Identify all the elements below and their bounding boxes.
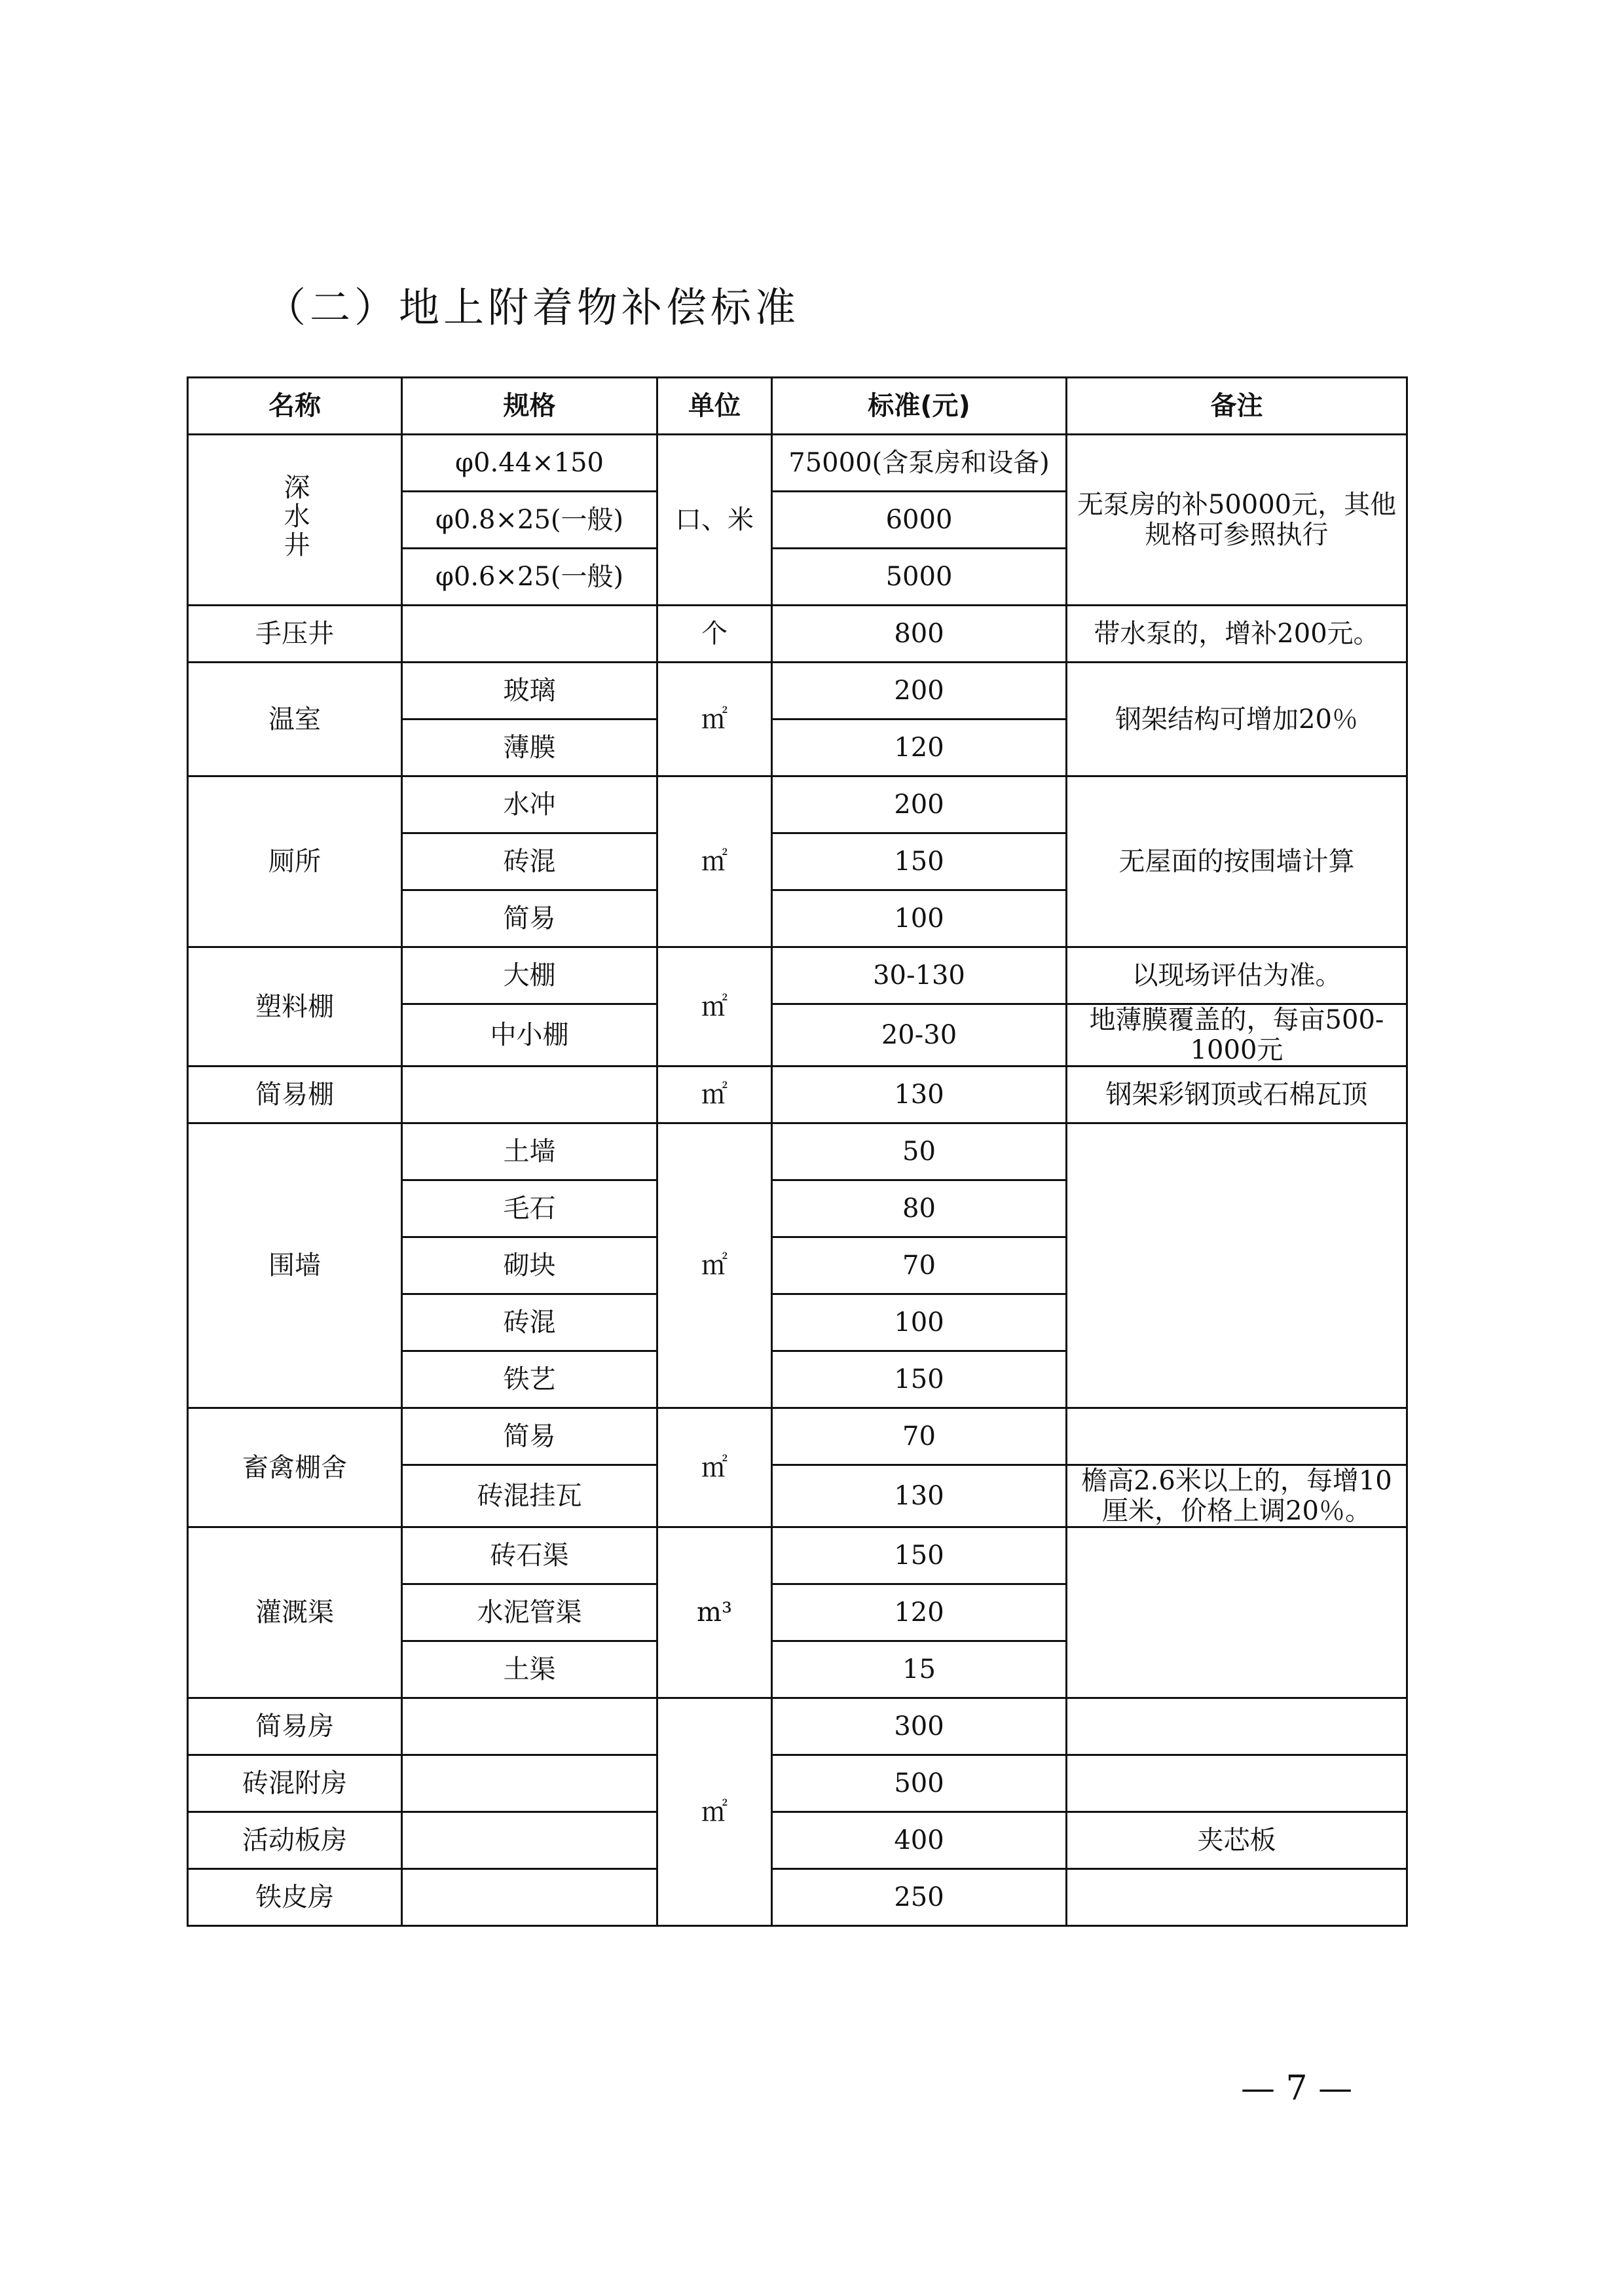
- cell-remark: [1067, 1755, 1407, 1812]
- cell-standard: 75000(含泵房和设备): [772, 435, 1067, 492]
- cell-standard: 6000: [772, 492, 1067, 549]
- cell-standard: 150: [772, 833, 1067, 890]
- table-row: [188, 1527, 1407, 1584]
- cell-spec: [402, 1698, 657, 1755]
- header-spec: 规格: [402, 378, 657, 435]
- cell-spec: 砖混: [402, 833, 657, 890]
- cell-remark: 以现场评估为准。: [1067, 947, 1407, 1004]
- row-name-simple-shed: 简易棚: [188, 1066, 402, 1123]
- header-standard: 标准(元): [772, 378, 1067, 435]
- cell-remark: [1067, 1527, 1407, 1698]
- cell-unit: ㎡: [657, 947, 772, 1066]
- table-row: [188, 1698, 1407, 1755]
- table-row: [188, 606, 1407, 663]
- cell-standard: 120: [772, 1584, 1067, 1641]
- row-name-house: 铁皮房: [188, 1869, 402, 1926]
- cell-spec: 铁艺: [402, 1351, 657, 1408]
- page-number: — 7 —: [1241, 2069, 1353, 2108]
- cell-spec: φ0.44×150: [402, 435, 657, 492]
- cell-standard: 250: [772, 1869, 1067, 1926]
- cell-spec: [402, 1812, 657, 1869]
- cell-remark: [1067, 1869, 1407, 1926]
- cell-spec: 简易: [402, 1408, 657, 1465]
- cell-remark: [1067, 1698, 1407, 1755]
- cell-remark: 钢架彩钢顶或石棉瓦顶: [1067, 1066, 1407, 1123]
- cell-spec: 砖石渠: [402, 1527, 657, 1584]
- cell-standard: 70: [772, 1408, 1067, 1465]
- cell-remark: 地薄膜覆盖的，每亩500-1000元: [1067, 1004, 1407, 1066]
- cell-standard: 130: [772, 1465, 1067, 1527]
- cell-standard: 800: [772, 606, 1067, 663]
- table-row: [188, 663, 1407, 720]
- cell-standard: 80: [772, 1180, 1067, 1237]
- row-name-house: 简易房: [188, 1698, 402, 1755]
- cell-unit: ㎡: [657, 1698, 772, 1926]
- cell-standard: 150: [772, 1527, 1067, 1584]
- row-name-house: 活动板房: [188, 1812, 402, 1869]
- cell-spec: φ0.6×25(一般): [402, 549, 657, 606]
- header-remark: 备注: [1067, 378, 1407, 435]
- row-name-toilet: 厕所: [188, 776, 402, 947]
- row-name-hand-pump: 手压井: [188, 606, 402, 663]
- cell-standard: 300: [772, 1698, 1067, 1755]
- cell-spec: 砖混: [402, 1294, 657, 1351]
- cell-standard: 5000: [772, 549, 1067, 606]
- cell-remark: 无屋面的按围墙计算: [1067, 776, 1407, 947]
- cell-unit: 个: [657, 606, 772, 663]
- header-name: 名称: [188, 378, 402, 435]
- table-row: [188, 1869, 1407, 1926]
- cell-spec: [402, 1755, 657, 1812]
- cell-unit: 口、米: [657, 435, 772, 606]
- cell-spec: 简易: [402, 890, 657, 947]
- cell-standard: 130: [772, 1066, 1067, 1123]
- row-name-deep-well: 深水井: [188, 435, 402, 606]
- table-row: [188, 1123, 1407, 1180]
- cell-remark: 无泵房的补50000元，其他规格可参照执行: [1067, 435, 1407, 606]
- row-name-wall: 围墙: [188, 1123, 402, 1408]
- cell-standard: 100: [772, 890, 1067, 947]
- cell-spec: [402, 1869, 657, 1926]
- cell-spec: 玻璃: [402, 663, 657, 720]
- cell-standard: 400: [772, 1812, 1067, 1869]
- header-unit: 单位: [657, 378, 772, 435]
- cell-spec: 水冲: [402, 776, 657, 833]
- cell-standard: 70: [772, 1237, 1067, 1294]
- table-header-row: [188, 378, 1407, 435]
- cell-spec: [402, 606, 657, 663]
- section-title: （二）地上附着物补偿标准: [265, 283, 800, 331]
- cell-spec: 土渠: [402, 1641, 657, 1698]
- cell-unit: ㎡: [657, 776, 772, 947]
- cell-standard: 200: [772, 776, 1067, 833]
- row-name-greenhouse: 温室: [188, 663, 402, 776]
- compensation-table: [187, 376, 1408, 1927]
- table-row: [188, 776, 1407, 833]
- cell-spec: 土墙: [402, 1123, 657, 1180]
- table-row: [188, 947, 1407, 1004]
- cell-standard: 20-30: [772, 1004, 1067, 1066]
- table-row: [188, 1066, 1407, 1123]
- table-row: [188, 1812, 1407, 1869]
- cell-spec: 中小棚: [402, 1004, 657, 1066]
- cell-remark: 夹芯板: [1067, 1812, 1407, 1869]
- row-name-irrigation: 灌溉渠: [188, 1527, 402, 1698]
- cell-spec: 砖混挂瓦: [402, 1465, 657, 1527]
- row-name-plastic-shed: 塑料棚: [188, 947, 402, 1066]
- cell-spec: 毛石: [402, 1180, 657, 1237]
- cell-unit: ㎡: [657, 1123, 772, 1408]
- cell-spec: 砌块: [402, 1237, 657, 1294]
- cell-remark: 檐高2.6米以上的，每增10厘米，价格上调20％。: [1067, 1465, 1407, 1527]
- cell-remark: [1067, 1123, 1407, 1408]
- cell-standard: 50: [772, 1123, 1067, 1180]
- cell-unit: ㎡: [657, 1408, 772, 1527]
- cell-standard: 15: [772, 1641, 1067, 1698]
- cell-spec: 薄膜: [402, 720, 657, 776]
- cell-unit: m³: [657, 1527, 772, 1698]
- cell-remark: 带水泵的，增补200元。: [1067, 606, 1407, 663]
- cell-standard: 500: [772, 1755, 1067, 1812]
- cell-unit: ㎡: [657, 663, 772, 776]
- row-name-livestock: 畜禽棚舍: [188, 1408, 402, 1527]
- cell-standard: 100: [772, 1294, 1067, 1351]
- cell-standard: 30-130: [772, 947, 1067, 1004]
- cell-spec: [402, 1066, 657, 1123]
- cell-standard: 120: [772, 720, 1067, 776]
- cell-remark: [1067, 1408, 1407, 1465]
- cell-standard: 200: [772, 663, 1067, 720]
- table-row: [188, 1755, 1407, 1812]
- row-name-house: 砖混附房: [188, 1755, 402, 1812]
- table-row: [188, 435, 1407, 492]
- cell-remark: 钢架结构可增加20％: [1067, 663, 1407, 776]
- cell-spec: 水泥管渠: [402, 1584, 657, 1641]
- cell-spec: 大棚: [402, 947, 657, 1004]
- table-row: [188, 1408, 1407, 1465]
- cell-spec: φ0.8×25(一般): [402, 492, 657, 549]
- cell-unit: ㎡: [657, 1066, 772, 1123]
- cell-standard: 150: [772, 1351, 1067, 1408]
